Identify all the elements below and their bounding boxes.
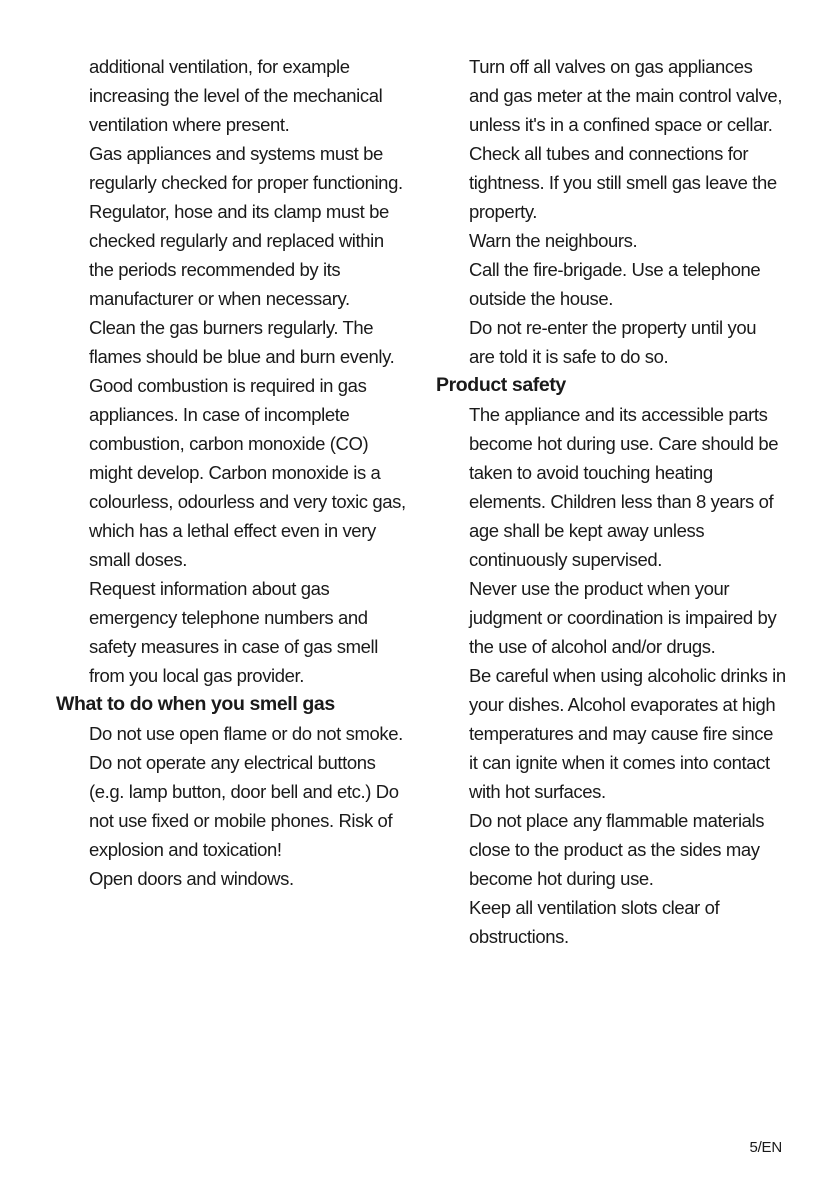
list-item xyxy=(436,574,786,661)
list-item-text: Check all tubes and connections for tightness. If you still smell gas leave the property. xyxy=(469,143,777,222)
list-item xyxy=(436,139,786,226)
list-item xyxy=(436,313,786,371)
bullet-marker xyxy=(56,139,89,168)
bullet-marker xyxy=(436,893,469,922)
list-item-text: Be careful when using alcoholic drinks in your dishes. Alcohol evaporates at high temperatures and may cause fire since it can ignite when it comes into contact with hot surfaces. xyxy=(469,665,786,802)
section-heading-product-safety: Product safety xyxy=(436,374,566,396)
bullet-marker xyxy=(56,313,89,342)
list-item-text: Call the fire-brigade. Use a telephone outside the house. xyxy=(469,259,761,309)
bullet-marker xyxy=(436,400,469,429)
list-item xyxy=(436,52,786,139)
footer-page-number: 5/EN xyxy=(749,1139,782,1156)
bullet-marker xyxy=(56,371,89,400)
list-item xyxy=(436,255,786,313)
bullet-marker xyxy=(56,574,89,603)
section-heading-smell-gas: What to do when you smell gas xyxy=(56,693,335,715)
bullet-marker xyxy=(436,139,469,168)
paragraph-continuation xyxy=(56,52,406,139)
list-item-text: Keep all ventilation slots clear of obstructions. xyxy=(469,897,720,947)
list-item xyxy=(56,139,406,313)
list-item xyxy=(436,226,786,255)
bullet-marker xyxy=(436,806,469,835)
bullet-marker xyxy=(436,661,469,690)
list-item-text: Request information about gas emergency telephone numbers and safety measures in case of gas smell from you local gas provider. xyxy=(89,578,378,686)
list-item xyxy=(436,893,786,951)
list-item xyxy=(56,371,406,574)
paragraph-text: additional ventilation, for example increasing the level of the mechanical ventilation where present. xyxy=(89,56,383,135)
list-item xyxy=(436,661,786,806)
list-item-text: Warn the neighbours. xyxy=(469,230,638,251)
list-item-text: Never use the product when your judgment or coordination is impaired by the use of alcohol and/or drugs. xyxy=(469,578,777,657)
bullet-marker xyxy=(56,719,89,748)
right-column xyxy=(436,52,786,951)
list-item-text: Good combustion is required in gas appliances. In case of incomplete combustion, carbon monoxide (CO) might develop. Carbon monoxide is a colourless, odourless and very toxic gas, which has a lethal effect even in very small doses. xyxy=(89,375,406,570)
list-item-text: Clean the gas burners regularly. The flames should be blue and burn evenly. xyxy=(89,317,395,367)
list-item-text: Turn off all valves on gas appliances and gas meter at the main control valve, unless it's in a confined space or cellar. xyxy=(469,56,783,135)
list-item xyxy=(56,864,406,893)
bullet-marker xyxy=(436,52,469,81)
list-item xyxy=(56,313,406,371)
bullet-marker xyxy=(436,226,469,255)
list-item xyxy=(436,400,786,574)
list-item-text: Do not place any flammable materials close to the product as the sides may become hot during use. xyxy=(469,810,765,889)
bullet-marker xyxy=(436,255,469,284)
list-item-text: Do not re-enter the property until you are told it is safe to do so. xyxy=(469,317,757,367)
bullet-marker xyxy=(436,574,469,603)
list-item-text: Gas appliances and systems must be regularly checked for proper functioning. Regulator, hose and its clamp must be checked regularly and replaced within the periods recommended by its manufacturer or when necessary. xyxy=(89,143,403,309)
left-column xyxy=(56,52,406,951)
list-item xyxy=(56,719,406,864)
bullet-marker xyxy=(56,864,89,893)
list-item-text: Do not use open flame or do not smoke. Do not operate any electrical buttons (e.g. lamp button, door bell and etc.) Do not use fixed or mobile phones. Risk of explosion and toxication! xyxy=(89,723,403,860)
list-item-text: The appliance and its accessible parts become hot during use. Care should be taken to avoid touching heating elements. Children less than 8 years of age shall be kept away unless continuously supervised. xyxy=(469,404,779,570)
list-item xyxy=(436,806,786,893)
list-item xyxy=(56,574,406,690)
list-item-text: Open doors and windows. xyxy=(89,868,294,889)
bullet-marker xyxy=(436,313,469,342)
